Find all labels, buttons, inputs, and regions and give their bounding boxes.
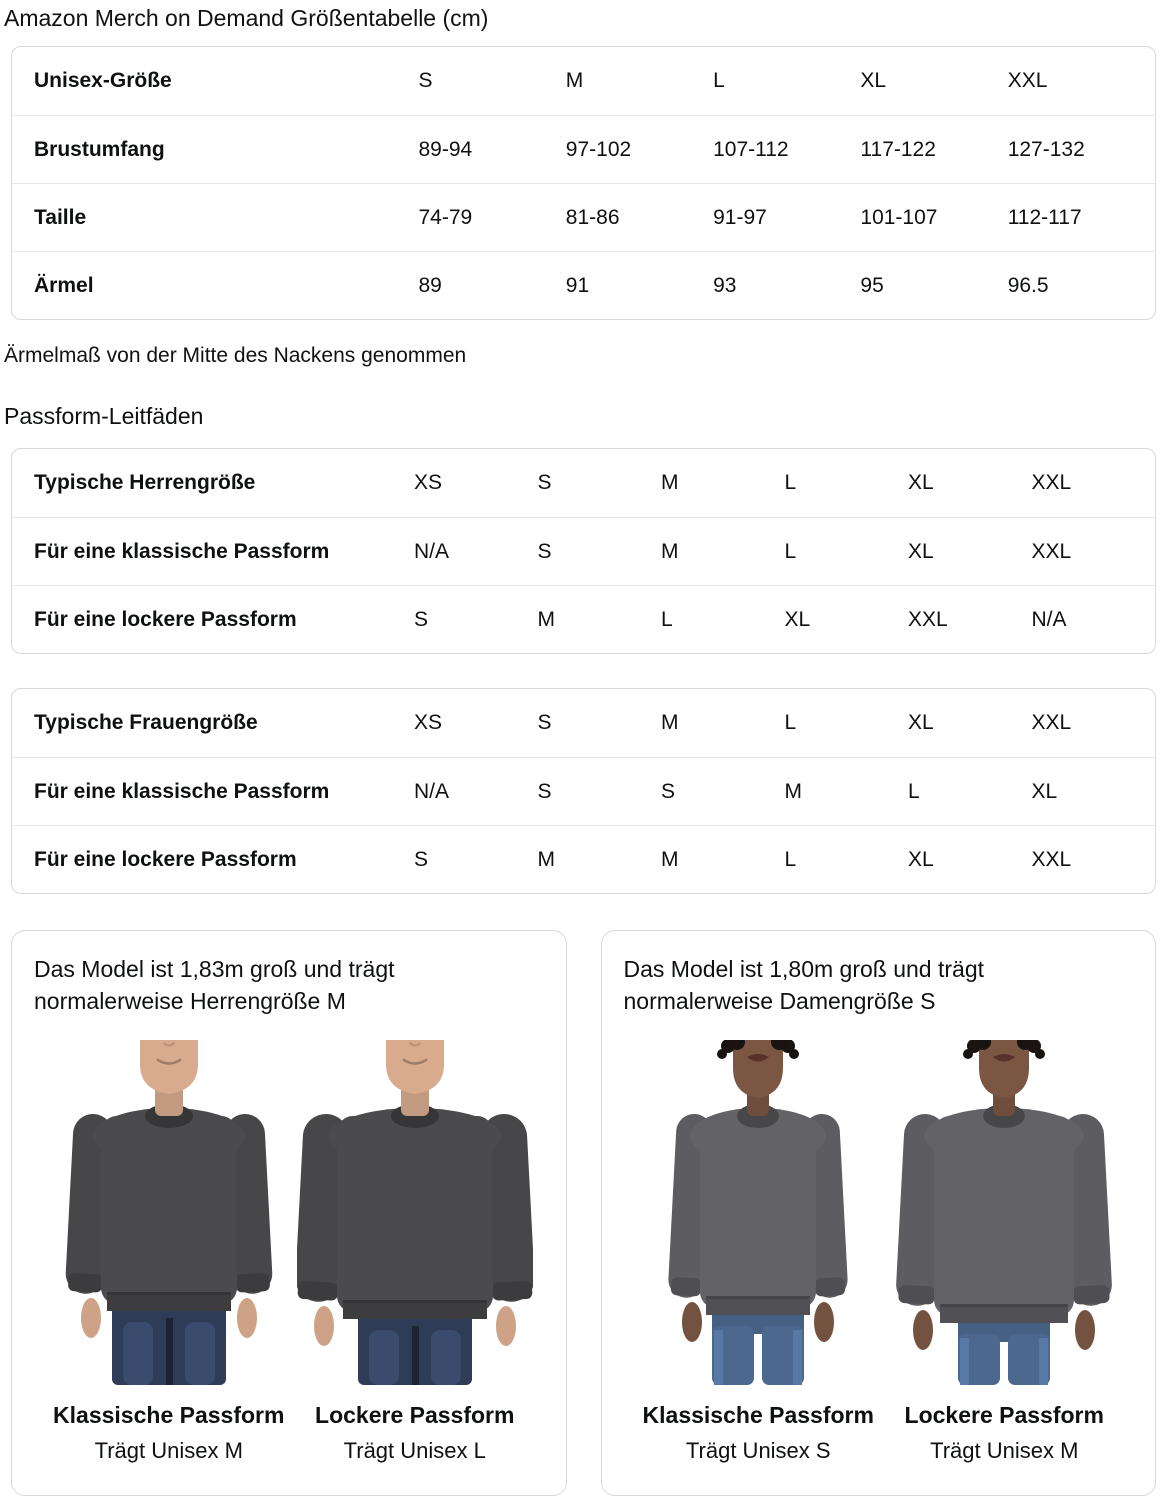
value-cell: 107-112: [713, 137, 789, 161]
value-cell: XL: [784, 607, 811, 631]
value-cell: S: [414, 607, 429, 631]
value-cell: L: [784, 711, 797, 734]
model-figure-classic-fit: [51, 1040, 287, 1464]
model-description: Das Model ist 1,80m groß und trägt normalerweise Damengröße S: [623, 956, 984, 1014]
value-cell: 89: [418, 273, 442, 297]
value-cell: S: [537, 711, 552, 734]
value-cell: S: [661, 779, 676, 803]
table-row-sleeve: [12, 251, 1155, 319]
value-cell: XL: [908, 847, 934, 871]
sleeve-measure-note: Ärmelmaß von der Mitte des Nackens genommen: [4, 344, 467, 367]
female-model-loose-photo: [886, 1040, 1122, 1385]
female-model-classic-photo: [640, 1040, 876, 1385]
row-label: Taille: [34, 205, 87, 229]
model-description: Das Model ist 1,83m groß und trägt normalerweise Herrengröße M: [34, 956, 395, 1014]
table-row-classic-fit: [12, 757, 1155, 825]
value-cell: XL: [908, 539, 934, 563]
value-cell: XXL: [1031, 847, 1072, 871]
value-cell: N/A: [414, 779, 450, 803]
value-cell: 97-102: [565, 137, 632, 161]
fit-label: Klassische Passform: [642, 1402, 874, 1428]
value-cell: XXL: [1031, 539, 1072, 563]
model-photos: [34, 1040, 550, 1464]
fit-label: Lockere Passform: [904, 1402, 1104, 1428]
fit-guides-title: Passform-Leitfäden: [4, 403, 204, 429]
row-label: Für eine klassische Passform: [34, 539, 330, 563]
value-cell: 91: [565, 273, 590, 297]
row-label: Für eine klassische Passform: [34, 779, 330, 803]
value-cell: M: [661, 711, 679, 734]
women-fit-table: [11, 688, 1156, 894]
table-row-waist: [12, 183, 1155, 251]
value-cell: 81-86: [565, 205, 620, 229]
value-cell: M: [537, 847, 555, 871]
row-label: Brustumfang: [34, 137, 165, 161]
value-cell: 95: [860, 273, 884, 297]
model-figure-classic-fit: [640, 1040, 876, 1464]
male-model-loose-photo: [297, 1040, 533, 1385]
size-cell: L: [713, 69, 725, 92]
value-cell: L: [784, 539, 797, 563]
men-fit-table: [11, 448, 1156, 654]
value-cell: N/A: [414, 539, 450, 563]
model-photos: [624, 1040, 1140, 1464]
value-cell: 101-107: [860, 205, 938, 229]
table-row-loose-fit: [12, 825, 1155, 893]
row-label: Unisex-Größe: [34, 69, 172, 92]
value-cell: M: [661, 539, 679, 563]
table-row-unisex-size: [12, 47, 1155, 115]
table-row-chest: [12, 115, 1155, 183]
value-cell: N/A: [1031, 607, 1067, 631]
page-title: Amazon Merch on Demand Größentabelle (cm): [4, 5, 489, 31]
value-cell: XL: [908, 471, 934, 494]
row-label: Typische Frauengröße: [34, 711, 258, 734]
value-cell: S: [414, 847, 429, 871]
row-label: Ärmel: [34, 273, 94, 297]
value-cell: XXL: [908, 607, 948, 631]
male-model-classic-photo: [51, 1040, 287, 1385]
table-row-typical-mens-size: [12, 449, 1155, 517]
value-cell: S: [537, 779, 552, 803]
photo-caption: [297, 1401, 533, 1464]
photo-caption: [640, 1401, 876, 1464]
row-label: Für eine lockere Passform: [34, 607, 297, 631]
photo-caption: [886, 1401, 1122, 1464]
fit-label: Lockere Passform: [315, 1402, 515, 1428]
value-cell: M: [537, 607, 555, 631]
size-cell: XL: [860, 69, 887, 92]
model-figure-loose-fit: [297, 1040, 533, 1464]
value-cell: 117-122: [860, 137, 936, 161]
size-cell: S: [418, 69, 433, 92]
row-label: Für eine lockere Passform: [34, 847, 297, 871]
model-figure-loose-fit: [886, 1040, 1122, 1464]
value-cell: L: [661, 607, 673, 631]
value-cell: S: [537, 471, 552, 494]
male-model-card: [11, 930, 567, 1496]
value-cell: XXL: [1031, 711, 1072, 734]
value-cell: S: [537, 539, 552, 563]
value-cell: XL: [1031, 779, 1058, 803]
photo-caption: [51, 1401, 287, 1464]
value-cell: 127-132: [1007, 137, 1085, 161]
value-cell: 96.5: [1007, 273, 1049, 297]
value-cell: L: [784, 847, 797, 871]
table-row-typical-womens-size: [12, 689, 1155, 757]
worn-size-label: Trägt Unisex S: [685, 1438, 831, 1463]
value-cell: XL: [908, 711, 934, 734]
value-cell: XS: [414, 471, 443, 494]
table-row-classic-fit: [12, 517, 1155, 585]
fit-label: Klassische Passform: [53, 1402, 285, 1428]
value-cell: XXL: [1031, 471, 1072, 494]
table-row-loose-fit: [12, 585, 1155, 653]
value-cell: M: [784, 779, 802, 803]
value-cell: 74-79: [418, 205, 473, 229]
value-cell: 89-94: [418, 137, 473, 161]
worn-size-label: Trägt Unisex M: [930, 1438, 1079, 1463]
value-cell: 91-97: [713, 205, 767, 229]
value-cell: L: [784, 471, 797, 494]
value-cell: M: [661, 471, 679, 494]
size-cell: M: [565, 69, 584, 92]
worn-size-label: Trägt Unisex M: [94, 1438, 243, 1463]
value-cell: M: [661, 847, 679, 871]
row-label: Typische Herrengröße: [34, 471, 256, 494]
value-cell: XS: [414, 711, 443, 734]
worn-size-label: Trägt Unisex L: [343, 1438, 486, 1463]
model-cards: [11, 930, 1156, 1496]
female-model-card: [601, 930, 1157, 1496]
value-cell: 112-117: [1007, 205, 1082, 229]
unisex-size-table: [11, 46, 1156, 320]
size-cell: XXL: [1007, 69, 1048, 92]
value-cell: L: [908, 779, 920, 803]
value-cell: 93: [713, 273, 737, 297]
